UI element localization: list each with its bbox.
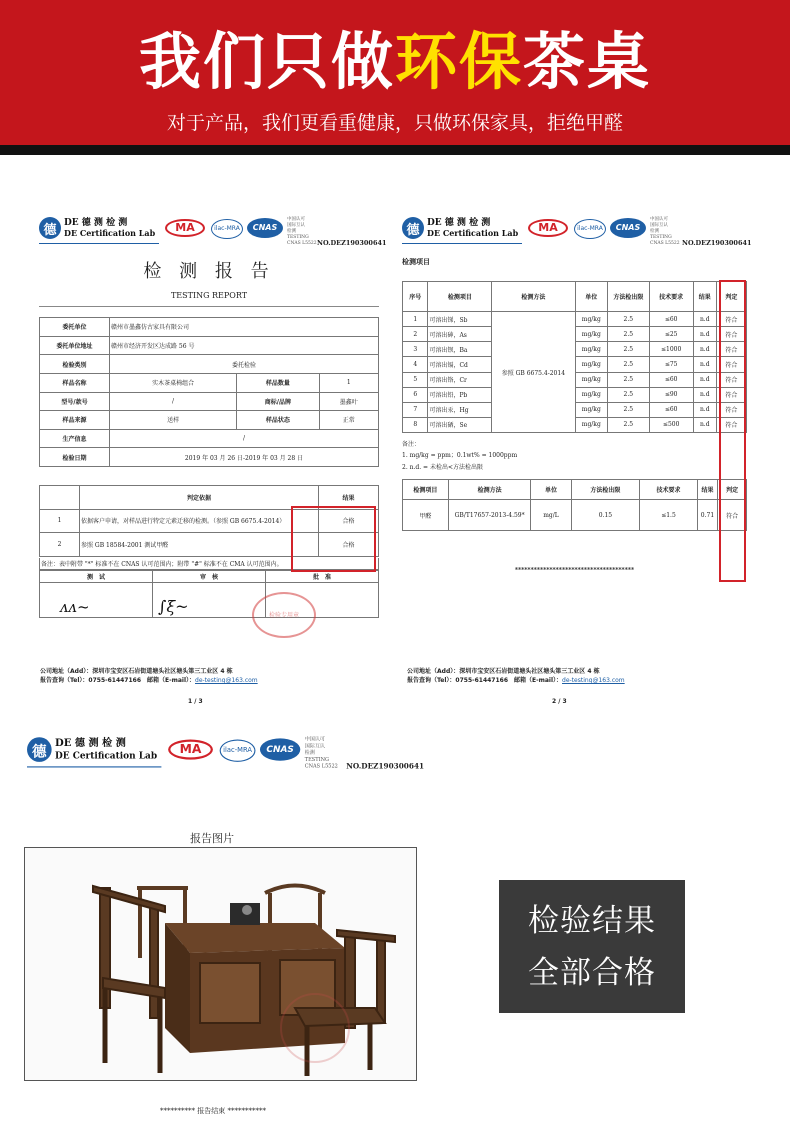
result-highlight-box-1 bbox=[291, 506, 376, 572]
photo-title: 报告图片 bbox=[190, 832, 234, 845]
ma-badge-icon: MA bbox=[168, 739, 213, 759]
lab-header bbox=[402, 215, 752, 249]
sample-name-value: 实木茶桌椅组合 bbox=[110, 373, 237, 392]
cert-line: 中国认可 bbox=[650, 217, 668, 222]
lab-name-cn: DE 德 测 检 测 bbox=[64, 217, 128, 228]
cnas-badge-icon: CNAS bbox=[247, 218, 283, 238]
de-logo-icon: 德 bbox=[27, 737, 52, 762]
cert-line: CNAS L5522 bbox=[287, 241, 317, 247]
end-mark: ************************************** bbox=[514, 567, 635, 575]
formaldehyde-table: 检测项目 检测方法 单位 方法检出限 技术要求 结果 判定 甲醛 GB/T17657-2013-4.59* mg/L 0.15 ≤1.5 0.71 符合 bbox=[402, 479, 747, 531]
cert-line: TESTING bbox=[287, 235, 309, 241]
report-number: NO.DEZ190300641 bbox=[346, 761, 425, 771]
result-highlight-box-2 bbox=[719, 280, 746, 582]
formaldehyde-result: 0.71 bbox=[697, 500, 718, 531]
footer-page-2: 公司地址（Add）：深圳市宝安区石岩街道塘头社区塘头第三工业区 4 栋 报告查询（Tel）：0755-61447166 邮箱（E-mail）：de-testing@163.com bbox=[407, 668, 625, 685]
cert-line: 检测 bbox=[287, 229, 296, 235]
result-line-2: 全部合格 bbox=[528, 955, 656, 991]
cert-line: CNAS L5522 bbox=[304, 764, 338, 770]
page-number-1: 1 / 3 bbox=[188, 698, 203, 705]
table-notes: 备注： 1. mg/kg = ppm；0.1wt% = 1000ppm 2. n.d. = 未检出<方法检出限 bbox=[402, 441, 518, 471]
test-method: 参照 GB 6675.4-2014 bbox=[492, 312, 575, 433]
cert-text bbox=[305, 737, 338, 771]
inspection-stamp: 检验专用章 bbox=[252, 592, 316, 638]
footer-address: 公司地址（Add）：深圳市宝安区石岩街道塘头社区塘头第三工业区 4 栋 bbox=[40, 668, 233, 675]
elements-table: 序号 检测项目 检测方法 单位 方法检出限 技术要求 结果 判定 1 可溶出锑，Sb 参照 GB 6675.4-2014 mg/kg 2.5 ≤60 n.d 符合 2 可溶出砷，As mg/kg 2.5 ≤25 n.d 符合 3 可溶出钡，Ba mg/kg 2.5 ≤1000 n.d 符合 4 可溶出镉，Cd mg/kg 2.5 ≤75 n.d 符合 5 可溶出铬，Cr mg/kg 2.5 ≤60 n.d 符合 6 可溶出铅，Pb mg/kg 2.5 ≤90 n.d 符合 7 可溶出汞，Hg mg/kg 2.5 ≤60 n.d 符合 8 可溶出硒，Se mg/kg 2.5 ≤500 n.d 符合 bbox=[402, 281, 747, 433]
title-divider bbox=[39, 306, 379, 307]
page-number-2: 2 / 3 bbox=[552, 698, 567, 705]
logo-underline bbox=[39, 243, 159, 244]
table-row: 2 可溶出砷，As mg/kg 2.5 ≤25 n.d 符合 bbox=[403, 327, 747, 342]
table-row: 8 可溶出硒，Se mg/kg 2.5 ≤500 n.d 符合 bbox=[403, 417, 747, 432]
cnas-badge-icon: CNAS bbox=[610, 218, 646, 238]
tea-table-set-image bbox=[25, 848, 417, 1081]
cert-line: 国际互认 bbox=[287, 223, 305, 229]
banner-divider bbox=[0, 145, 790, 155]
lab-header bbox=[39, 215, 387, 249]
lab-name-en: DE Certification Lab bbox=[64, 227, 156, 238]
report-number: NO.DEZ190300641 bbox=[317, 239, 387, 247]
banner-title bbox=[0, 12, 790, 101]
cert-line: 检测 bbox=[650, 229, 659, 235]
type-value: 委托检验 bbox=[110, 355, 379, 374]
table-row: 7 可溶出汞，Hg mg/kg 2.5 ≤60 n.d 符合 bbox=[403, 402, 747, 417]
ilac-mra-badge-icon: ilac-MRA bbox=[211, 219, 243, 239]
lab-logo: 德 DE 德 测 检 测 DE Certification Lab bbox=[27, 737, 157, 762]
lab-logo bbox=[39, 217, 155, 239]
result-summary-box bbox=[499, 880, 685, 1013]
basis-result-1: 合格 bbox=[319, 509, 379, 533]
lab-logo: 德 DE 德 测 检 测 DE Certification Lab bbox=[402, 217, 518, 239]
top-banner bbox=[0, 0, 790, 145]
cert-line: 国际互认 bbox=[304, 744, 325, 750]
brand-value: 墨鑫叶 bbox=[319, 392, 378, 411]
title-part1: 我们只做 bbox=[138, 25, 395, 98]
logo-underline bbox=[27, 766, 161, 767]
cert-line: TESTING bbox=[650, 235, 672, 241]
report-end-text: ********** 报告结束 *********** bbox=[160, 1107, 266, 1115]
table-row: 1 可溶出锑，Sb 参照 GB 6675.4-2014 mg/kg 2.5 ≤60 n.d 符合 bbox=[403, 312, 747, 327]
cert-line: 检测 bbox=[304, 750, 315, 757]
de-logo-icon: 德 bbox=[402, 217, 424, 239]
report-page-1 bbox=[39, 215, 387, 715]
cert-line: 中国认可 bbox=[287, 217, 305, 222]
title-part2: 茶桌 bbox=[523, 25, 652, 98]
cnas-badge-icon: CNAS bbox=[260, 738, 300, 760]
report-page-3 bbox=[27, 735, 425, 775]
section-title: 检测项目 bbox=[402, 257, 430, 266]
product-photo bbox=[24, 847, 417, 1081]
report-page-2 bbox=[402, 215, 752, 705]
ma-badge-icon: MA bbox=[528, 219, 568, 237]
cert-text bbox=[650, 217, 680, 247]
report-number: NO.DEZ190300641 bbox=[682, 239, 752, 247]
test-date-value: 2019 年 03 月 26 日-2019 年 03 月 28 日 bbox=[110, 448, 379, 467]
footer-email-link[interactable]: de-testing@163.com bbox=[562, 677, 625, 685]
result-line-1: 检验结果 bbox=[528, 903, 656, 939]
signoff-table: 测 试 审 核 批 准 bbox=[39, 570, 379, 618]
table-row: 6 可溶出铅，Pb mg/kg 2.5 ≤90 n.d 符合 bbox=[403, 387, 747, 402]
tester-signature: ᴧᴧ~ bbox=[60, 598, 90, 616]
cert-line: 国际互认 bbox=[650, 223, 668, 229]
formaldehyde-judge: 符合 bbox=[718, 500, 747, 531]
sample-info-table: 委托单位 赣州市墨鑫仿古家具有限公司 委托单位地址 赣州市经济开发区达成路 56 号 检验类别 委托检验 样品名称 实木茶桌椅组合 样品数量 1 型号/款号 / 商标/品牌 墨鑫叶 样品来源 送样 样品状态 正常 生产信息 / 检验日期 2019 年 03 月 26 日-2019 年 03 月 28 日 bbox=[39, 317, 379, 467]
lab-header bbox=[27, 735, 464, 773]
footer-email-link[interactable]: de-testing@163.com bbox=[195, 677, 258, 685]
table-row: 4 可溶出镉，Cd mg/kg 2.5 ≤75 n.d 符合 bbox=[403, 357, 747, 372]
footer-page-1: 公司地址（Add）：深圳市宝安区石岩街道塘头社区塘头第三工业区 4 栋 报告查询（Tel）：0755-61447166 邮箱（E-mail）：de-testing@163.com bbox=[40, 668, 258, 685]
basis-note: 备注：表中附带 "*" 标准不在 CNAS 认可范围内；附带 "#" 标准不在 CMA 认可范围内。 bbox=[39, 558, 379, 570]
cert-line: 中国认可 bbox=[304, 737, 325, 743]
basis-table: 判定依据 结果 1 依据客户申请，对样品进行特定元素迁移的检测。（参照 GB 6675.4-2014） 合格 2 参照 GB 18584-2001 测试甲醛 合格 bbox=[39, 485, 379, 557]
banner-subtitle: 对于产品，我们更看重健康，只做环保家具，拒绝甲醛 bbox=[166, 112, 623, 134]
report-title-en: TESTING REPORT bbox=[170, 291, 248, 300]
logo-underline bbox=[402, 243, 522, 244]
qty-value: 1 bbox=[319, 373, 378, 392]
title-highlight: 环保 bbox=[394, 25, 523, 98]
cert-line: CNAS L5522 bbox=[650, 241, 680, 247]
de-logo-icon: 德 bbox=[39, 217, 61, 239]
cert-text bbox=[287, 217, 317, 247]
table-row: 3 可溶出钡，Ba mg/kg 2.5 ≤1000 n.d 符合 bbox=[403, 342, 747, 357]
ilac-mra-badge-icon: ilac-MRA bbox=[220, 739, 256, 761]
reviewer-signature: ∫ξ~ bbox=[158, 597, 189, 616]
ma-badge-icon: MA bbox=[165, 219, 205, 237]
ilac-mra-badge-icon: ilac-MRA bbox=[574, 219, 606, 239]
table-row: 5 可溶出铬，Cr mg/kg 2.5 ≤60 n.d 符合 bbox=[403, 372, 747, 387]
report-title-cn: 检 测 报 告 bbox=[143, 261, 275, 282]
basis-result-2: 合格 bbox=[319, 533, 379, 557]
cert-line: TESTING bbox=[304, 757, 330, 764]
address-value: 赣州市经济开发区达成路 56 号 bbox=[110, 336, 379, 355]
client-value: 赣州市墨鑫仿古家具有限公司 bbox=[110, 318, 379, 337]
